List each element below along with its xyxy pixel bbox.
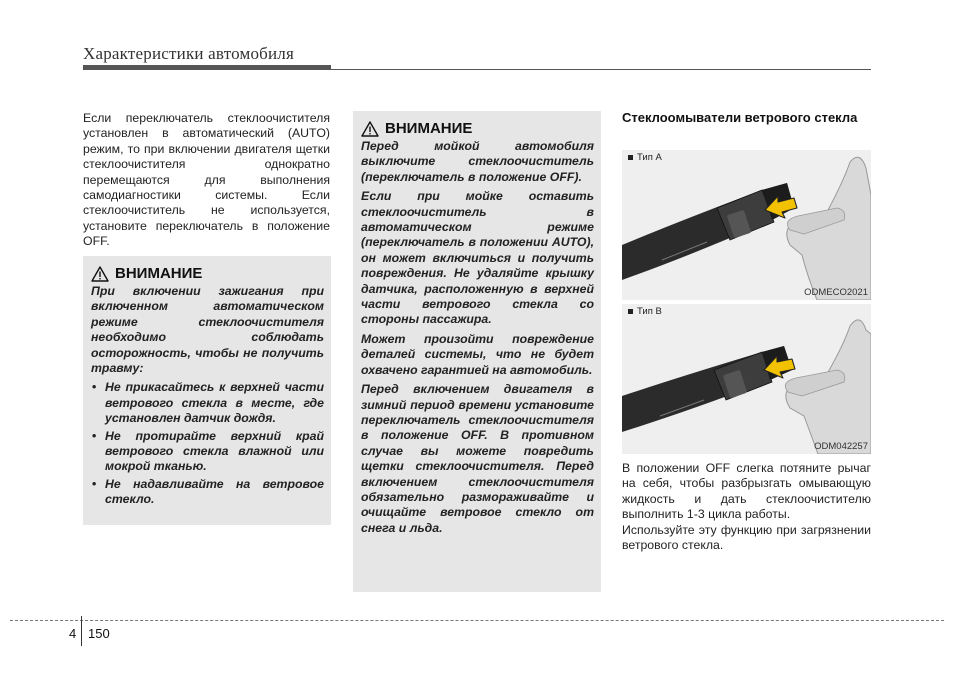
warning-heading-2: [361, 120, 594, 137]
washer-description: В положении OFF слегка потяните рычаг на себя, чтобы разбрызгать омывающую жидкость и дать стеклоочистителю выполнить 1-3 цикла работы.: [622, 461, 871, 522]
warning-box-2: [353, 111, 601, 592]
stalk-illustration-a: [622, 150, 871, 300]
header-rule-thick: [83, 65, 331, 70]
chapter-number: 4: [69, 626, 77, 641]
figure-code-b: ODM042257: [814, 441, 868, 452]
warning-lead-1: При включении зажигания при включенном автоматическом режиме стеклоочистителя необходимо соблюдать осторожность, чтобы не получить травму:: [91, 284, 324, 376]
stalk-illustration-b: [622, 304, 871, 454]
warning-title-1: ВНИМАНИЕ: [115, 265, 203, 282]
footer-dashed-rule: [10, 620, 944, 621]
warning-list-item: • Не надавливайте на ветровое стекло.: [91, 477, 324, 508]
figure-label-a: Тип A: [628, 152, 662, 163]
figure-type-a: [622, 150, 871, 300]
warning-title-2: ВНИМАНИЕ: [385, 120, 473, 137]
warning-triangle-icon: [91, 266, 109, 282]
washer-description-block: [622, 461, 871, 553]
warning-paragraph: Перед мойкой автомобиля выключите стеклоочиститель (переключатель в положение OFF).: [361, 139, 594, 184]
page-number: 150: [88, 626, 110, 641]
warning-box-1: [83, 256, 331, 525]
figure-code-a: ODMECO2021: [804, 287, 868, 298]
warning-paragraph: Если при мойке оставить стеклоочиститель в автоматическом режиме (переключатель в положении AUTO), он может включиться и получить повреждения. Не удаляйте крышку датчика, расположенную в верхней части ветрового стекла со стороны пассажира.: [361, 189, 594, 327]
intro-paragraph: Если переключатель стеклоочистителя установлен в автоматический (AUTO) режим, то при включении двигателя щетки стеклоочистителя однократно перемещаются для выполнения самодиагностики системы. Если стеклоочиститель не используется, установите переключатель в положение OFF.: [83, 111, 330, 249]
warning-triangle-icon: [361, 121, 379, 137]
header-rule-thin: [331, 69, 871, 70]
warning-heading-1: [91, 265, 324, 282]
warning-paragraph: Может произойти повреждение деталей системы, что не будет охвачено гарантией на автомобиль.: [361, 331, 594, 377]
washer-note: Используйте эту функцию при загрязнении ветрового стекла.: [622, 522, 871, 553]
warning-paragraph: Перед включением двигателя в зимний период времени установите переключатель стеклоочистителя в положение OFF. В противном случае вы можете повредить щетки стеклоочистителя. Перед включением стеклоочистителя обязательно размораживайте и очищайте ветровое стекло от снега и льда.: [361, 382, 594, 535]
footer-separator: [81, 616, 82, 646]
section-title: Стеклоомыватели ветрового стекла: [622, 110, 858, 125]
figure-type-b: [622, 304, 871, 454]
warning-list-item: • Не прикасайтесь к верхней части ветрового стекла в месте, где установлен датчик дождя.: [91, 380, 324, 426]
warning-list-item: • Не протирайте верхний край ветрового стекла влажной или мокрой тканью.: [91, 429, 324, 475]
warning-list-1: [91, 380, 324, 507]
figure-label-b: Тип B: [628, 306, 662, 317]
page-header-title: Характеристики автомобиля: [83, 44, 294, 63]
